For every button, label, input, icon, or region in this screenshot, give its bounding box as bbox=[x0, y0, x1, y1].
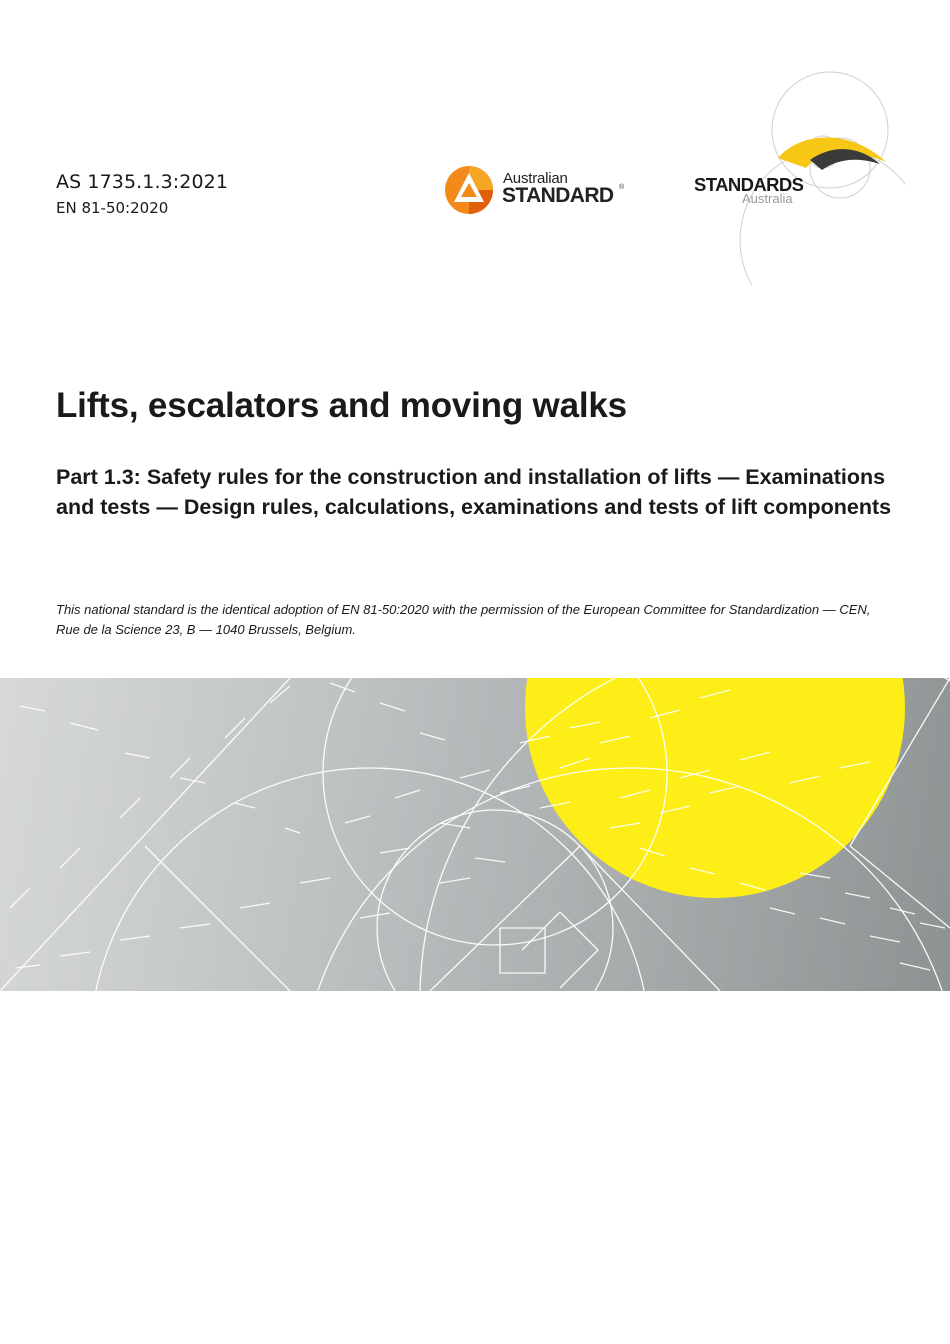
document-subtitle: Part 1.3: Safety rules for the construction and installation of lifts — Examinations and tests — Design rules, calculations, examinations and tests of lift components bbox=[56, 465, 892, 519]
australian-standard-emblem-icon bbox=[443, 164, 499, 216]
decorative-banner bbox=[0, 678, 950, 991]
equivalent-standard-number: EN 81-50:2020 bbox=[56, 199, 169, 217]
standards-australia-logo bbox=[690, 70, 905, 285]
logo-line-australian: Australian bbox=[503, 170, 568, 187]
logo-line-standard: STANDARD bbox=[502, 184, 614, 207]
registered-mark: ® bbox=[619, 184, 625, 191]
australian-standard-logo bbox=[443, 164, 633, 216]
geometric-pattern-graphic bbox=[0, 678, 950, 991]
document-title: Lifts, escalators and moving walks bbox=[56, 386, 627, 425]
standards-australia-name: STANDARDS bbox=[694, 174, 804, 195]
standard-number: AS 1735.1.3:2021 bbox=[56, 171, 229, 193]
adoption-note: This national standard is the identical adoption of EN 81-50:2020 with the permission of the European Committee for Standardization — CEN, Rue de la Science 23, B — 1040 Brussels, Belgium. bbox=[56, 602, 871, 637]
standards-australia-sub: Australia bbox=[742, 191, 793, 206]
